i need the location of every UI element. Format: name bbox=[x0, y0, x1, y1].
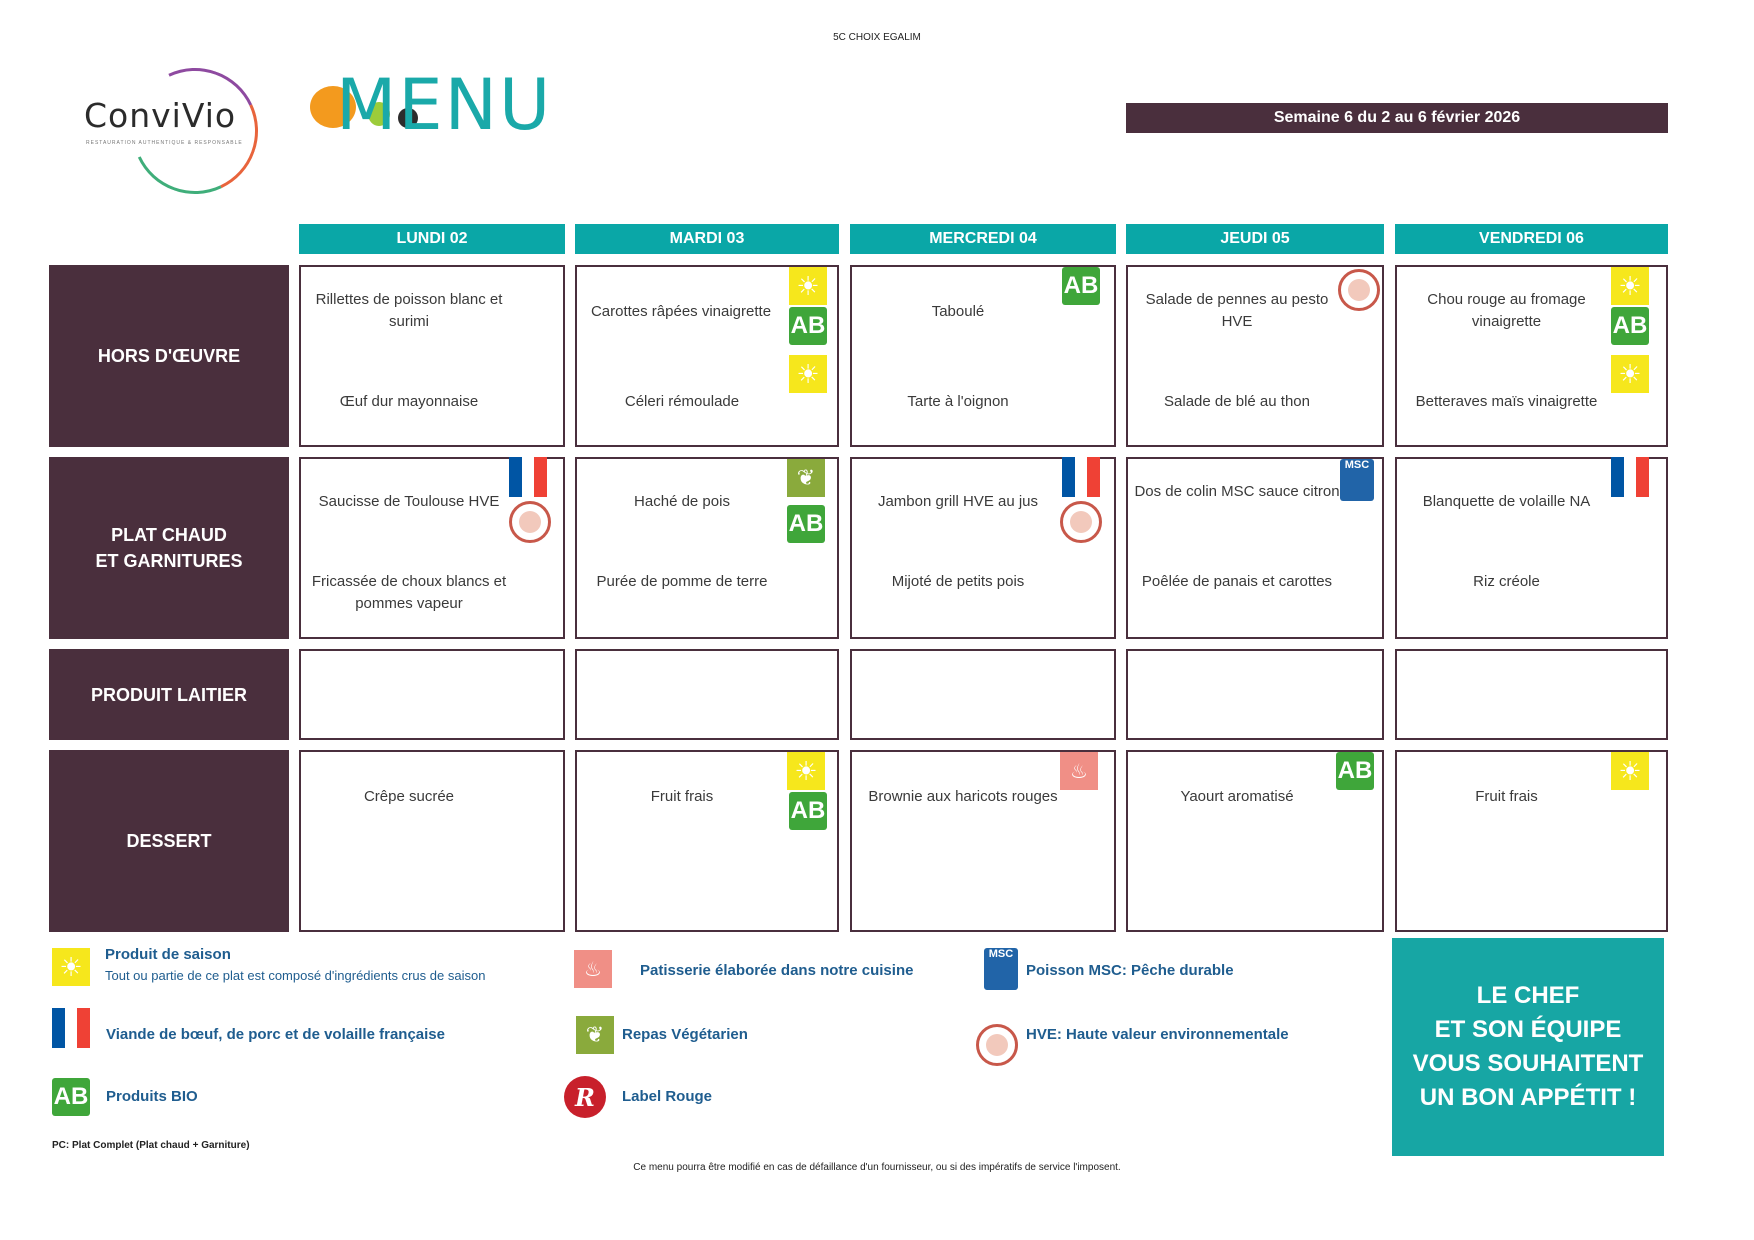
french-flag-icon bbox=[509, 457, 547, 497]
dish-entree-2: Betteraves maïs vinaigrette bbox=[1415, 393, 1598, 410]
cell-laitier-jeudi bbox=[1126, 649, 1384, 740]
flag-stripe bbox=[1062, 457, 1075, 497]
logo-text: ConviVio bbox=[84, 96, 237, 135]
cell-laitier-mercredi bbox=[850, 649, 1116, 740]
row-header-produit-laitier bbox=[49, 649, 289, 740]
dish-plat: Haché de pois bbox=[634, 493, 730, 510]
row-header-label: HORS D'ŒUVRE bbox=[97, 346, 241, 366]
legend-patisserie: Patisserie élaborée dans notre cuisine bbox=[640, 962, 914, 979]
legend-bio: Produits BIO bbox=[106, 1088, 198, 1105]
logo-tagline: RESTAURATION AUTHENTIQUE & RESPONSABLE bbox=[86, 140, 243, 146]
cell-dessert-mercredi bbox=[850, 750, 1116, 932]
flag-stripe bbox=[534, 457, 547, 497]
day-header-mardi: MARDI 03 bbox=[575, 224, 839, 254]
organic-ab-icon: AB bbox=[52, 1078, 90, 1116]
msc-icon: MSC bbox=[1340, 459, 1374, 501]
organic-ab-icon: AB bbox=[1062, 267, 1100, 305]
sun-icon: ☀ bbox=[1611, 355, 1649, 393]
legend-viande: Viande de bœuf, de porc et de volaille française bbox=[106, 1026, 445, 1043]
dish-plat: Jambon grill HVE au jus bbox=[877, 493, 1039, 510]
day-header-mercredi: MERCREDI 04 bbox=[850, 224, 1116, 254]
cell-dessert-mardi bbox=[575, 750, 839, 932]
organic-ab-icon: AB bbox=[1611, 307, 1649, 345]
row-header-label: PRODUIT LAITIER bbox=[91, 684, 247, 705]
dish-entree-1: Rillettes de poisson blanc et surimi bbox=[315, 291, 503, 330]
day-header-lundi: LUNDI 02 bbox=[299, 224, 565, 254]
day-header-jeudi: JEUDI 05 bbox=[1126, 224, 1384, 254]
dish-plat: Dos de colin MSC sauce citron bbox=[1134, 483, 1340, 500]
hve-seal-icon bbox=[1060, 501, 1102, 543]
dish-dessert: Yaourt aromatisé bbox=[1180, 788, 1294, 805]
cell-hors-doeuvre-mardi bbox=[575, 265, 839, 447]
hve-seal-icon bbox=[509, 501, 551, 543]
dish-garniture: Fricassée de choux blancs et pommes vapeur bbox=[311, 573, 507, 612]
dish-entree-1: Carottes râpées vinaigrette bbox=[590, 303, 772, 320]
sun-icon: ☀ bbox=[787, 752, 825, 790]
dish-dessert: Fruit frais bbox=[650, 788, 714, 805]
cell-hors-doeuvre-lundi bbox=[299, 265, 565, 447]
sun-icon: ☀ bbox=[1611, 752, 1649, 790]
dish-garniture: Purée de pomme de terre bbox=[596, 573, 768, 590]
sun-icon: ☀ bbox=[789, 267, 827, 305]
cell-laitier-mardi bbox=[575, 649, 839, 740]
cell-plat-jeudi bbox=[1126, 457, 1384, 639]
hve-seal-icon bbox=[1338, 269, 1380, 311]
dish-entree-1: Salade de pennes au pesto HVE bbox=[1145, 291, 1329, 330]
chef-message-line: ET SON ÉQUIPE bbox=[1434, 1016, 1622, 1043]
flag-stripe bbox=[1075, 457, 1088, 497]
dish-entree-2: Œuf dur mayonnaise bbox=[339, 393, 479, 410]
dish-garniture: Mijoté de petits pois bbox=[891, 573, 1025, 590]
chef-message-line: VOUS SOUHAITENT bbox=[1412, 1050, 1644, 1077]
cell-laitier-lundi bbox=[299, 649, 565, 740]
document-label: 5C CHOIX EGALIM bbox=[833, 32, 921, 43]
dish-dessert: Fruit frais bbox=[1475, 788, 1538, 805]
legend-vegetarien: Repas Végétarien bbox=[622, 1026, 748, 1043]
leaf-icon: ❦ bbox=[576, 1016, 614, 1054]
organic-ab-icon: AB bbox=[789, 307, 827, 345]
row-header-label: DESSERT bbox=[126, 831, 212, 851]
dish-entree-2: Tarte à l'oignon bbox=[907, 393, 1009, 410]
leaf-icon: ❦ bbox=[787, 459, 825, 497]
flag-stripe bbox=[77, 1008, 90, 1048]
cell-plat-mercredi bbox=[850, 457, 1116, 639]
flag-stripe bbox=[52, 1008, 65, 1048]
legend-msc: Poisson MSC: Pêche durable bbox=[1026, 962, 1234, 979]
organic-ab-icon: AB bbox=[789, 792, 827, 830]
legend-saison-description: Tout ou partie de ce plat est composé d'ingrédients crus de saison bbox=[105, 968, 486, 983]
dish-dessert: Crêpe sucrée bbox=[363, 788, 455, 805]
pc-note: PC: Plat Complet (Plat chaud + Garniture) bbox=[52, 1140, 250, 1151]
row-header-plat-chaud bbox=[49, 457, 289, 639]
cell-plat-vendredi bbox=[1395, 457, 1668, 639]
cupcake-icon: ♨ bbox=[574, 950, 612, 988]
chef-message bbox=[1413, 979, 1644, 1115]
dish-dessert: Brownie aux haricots rouges bbox=[868, 788, 1058, 805]
row-header-hors-doeuvre bbox=[49, 265, 289, 447]
cell-dessert-jeudi bbox=[1126, 750, 1384, 932]
sun-icon: ☀ bbox=[1611, 267, 1649, 305]
msc-icon: MSC bbox=[984, 948, 1018, 990]
sun-icon: ☀ bbox=[789, 355, 827, 393]
flag-stripe bbox=[522, 457, 535, 497]
hve-seal-icon bbox=[976, 1024, 1018, 1066]
flag-stripe bbox=[1087, 457, 1100, 497]
cell-laitier-vendredi bbox=[1395, 649, 1668, 740]
organic-ab-icon: AB bbox=[1336, 752, 1374, 790]
dish-plat: Saucisse de Toulouse HVE bbox=[318, 493, 500, 510]
chef-message-box bbox=[1392, 938, 1664, 1156]
cell-plat-mardi bbox=[575, 457, 839, 639]
french-flag-icon bbox=[1062, 457, 1100, 497]
french-flag-icon bbox=[1611, 457, 1649, 497]
footer-disclaimer: Ce menu pourra être modifié en cas de défaillance d'un fournisseur, ou si des impératifs de service l'imposent. bbox=[633, 1162, 1121, 1173]
sun-icon: ☀ bbox=[52, 948, 90, 986]
dish-entree-2: Salade de blé au thon bbox=[1164, 393, 1310, 410]
cell-dessert-lundi bbox=[299, 750, 565, 932]
flag-stripe bbox=[1624, 457, 1637, 497]
flag-stripe bbox=[65, 1008, 78, 1048]
cupcake-icon: ♨ bbox=[1060, 752, 1098, 790]
legend-label-rouge: Label Rouge bbox=[622, 1088, 713, 1105]
cell-dessert-vendredi bbox=[1395, 750, 1668, 932]
flag-stripe bbox=[1611, 457, 1624, 497]
chef-message-line: UN BON APPÉTIT ! bbox=[1419, 1084, 1637, 1111]
legend-hve: HVE: Haute valeur environnementale bbox=[1026, 1026, 1289, 1043]
dish-garniture: Poêlée de panais et carottes bbox=[1141, 573, 1333, 590]
label-rouge-icon: R bbox=[564, 1076, 606, 1118]
cell-plat-lundi bbox=[299, 457, 565, 639]
chef-message-line: LE CHEF bbox=[1476, 982, 1580, 1009]
row-header-label: ET GARNITURES bbox=[95, 551, 243, 571]
row-header-label: PLAT CHAUD bbox=[111, 525, 227, 545]
french-flag-icon bbox=[52, 1008, 90, 1048]
menu-title: MENU bbox=[336, 64, 553, 146]
week-banner: Semaine 6 du 2 au 6 février 2026 bbox=[1126, 103, 1668, 133]
cell-hors-doeuvre-mercredi bbox=[850, 265, 1116, 447]
cell-hors-doeuvre-jeudi bbox=[1126, 265, 1384, 447]
legend-saison-title: Produit de saison bbox=[105, 946, 231, 963]
cell-hors-doeuvre-vendredi bbox=[1395, 265, 1668, 447]
flag-stripe bbox=[509, 457, 522, 497]
dish-entree-2: Céleri rémoulade bbox=[624, 393, 740, 410]
dish-plat: Blanquette de volaille NA bbox=[1422, 493, 1591, 510]
row-header-dessert bbox=[49, 750, 289, 932]
convivio-logo bbox=[80, 66, 270, 176]
organic-ab-icon: AB bbox=[787, 505, 825, 543]
dish-entree-1: Taboulé bbox=[931, 303, 985, 320]
dish-garniture: Riz créole bbox=[1473, 573, 1540, 590]
flag-stripe bbox=[1636, 457, 1649, 497]
day-header-vendredi: VENDREDI 06 bbox=[1395, 224, 1668, 254]
dish-entree-1: Chou rouge au fromage vinaigrette bbox=[1427, 291, 1586, 330]
